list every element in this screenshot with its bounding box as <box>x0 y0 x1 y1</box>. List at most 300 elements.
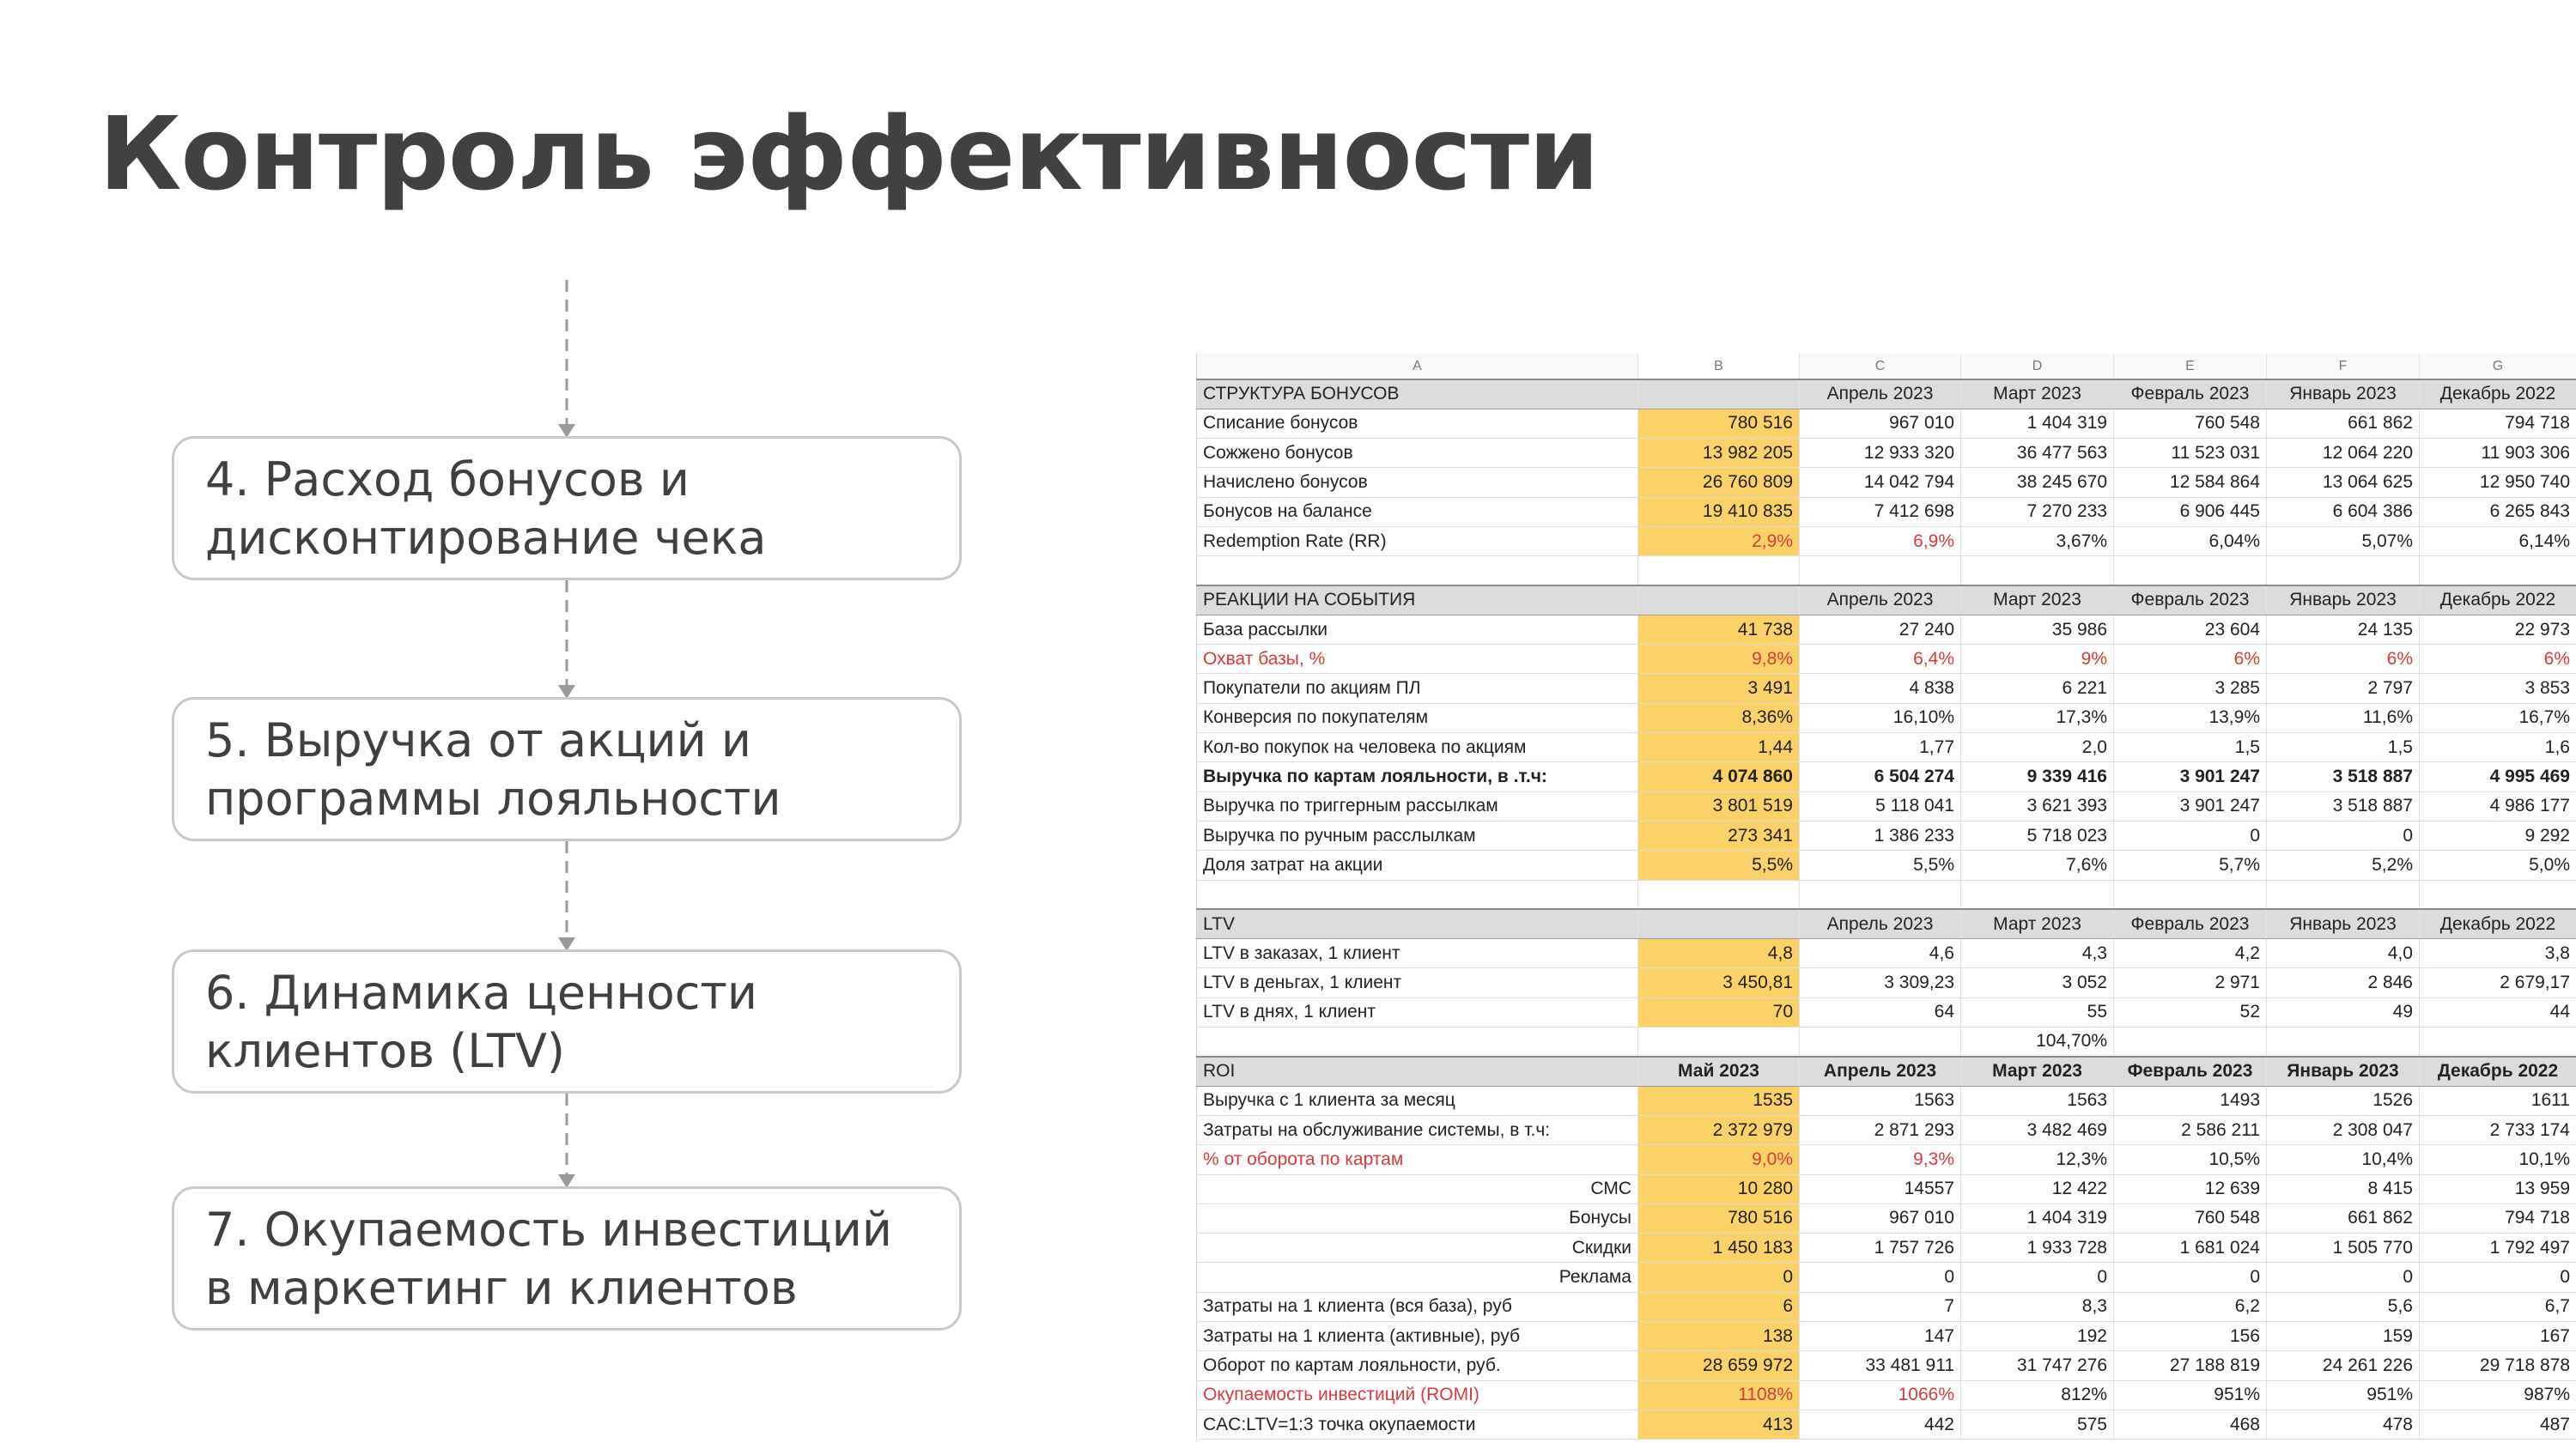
value-cell: 1 404 319 <box>1961 409 2114 438</box>
value-cell: 5,2% <box>2267 851 2420 880</box>
value-cell <box>1638 909 1800 938</box>
value-cell <box>1961 556 2114 585</box>
table-row <box>1197 1145 2576 1174</box>
row-label-cell: Доля затрат на акции <box>1197 851 1638 880</box>
row-label-cell: РЕАКЦИИ НА СОБЫТИЯ <box>1197 585 1638 615</box>
value-cell: 19 410 835 <box>1638 497 1800 526</box>
row-label-cell: Выручка с 1 клиента за месяц <box>1197 1086 1638 1115</box>
value-cell: 0 <box>2420 1263 2576 1292</box>
value-cell: 17,3% <box>1961 703 2114 732</box>
value-cell <box>1961 880 2114 909</box>
value-cell: 11 523 031 <box>2114 439 2267 468</box>
row-label-cell: Затраты на 1 клиента (вся база), руб <box>1197 1292 1638 1321</box>
value-cell <box>2420 880 2576 909</box>
value-cell: 5,07% <box>2267 526 2420 555</box>
row-label-cell <box>1197 556 1638 585</box>
step-card-promo-revenue: 5. Выручка от акций и программы лояльности <box>172 697 962 841</box>
row-label-cell: Бонусов на балансе <box>1197 497 1638 526</box>
value-cell <box>1638 556 1800 585</box>
value-cell: 4,0 <box>2267 939 2420 968</box>
value-cell: 22 973 <box>2420 615 2576 644</box>
value-cell: 12 950 740 <box>2420 468 2576 497</box>
value-cell: 4,3 <box>1961 939 2114 968</box>
value-cell <box>2114 1028 2267 1057</box>
spacer-row <box>1197 1028 2576 1057</box>
spacer-row <box>1197 556 2576 585</box>
value-cell: 13 959 <box>2420 1174 2576 1203</box>
row-label-cell: Кол-во покупок на человека по акциям <box>1197 733 1638 762</box>
value-cell: 0 <box>1800 1263 1961 1292</box>
value-cell: 5,5% <box>1638 851 1800 880</box>
table-row <box>1197 1203 2576 1233</box>
row-label-cell: Конверсия по покупателям <box>1197 703 1638 732</box>
value-cell: 1 404 319 <box>1961 1203 2114 1233</box>
value-cell: 3 482 469 <box>1961 1115 2114 1144</box>
value-cell: 2 308 047 <box>2267 1115 2420 1144</box>
row-label-cell: СМС <box>1197 1174 1638 1203</box>
value-cell: Май 2023 <box>1638 1057 1800 1086</box>
value-cell: 10,5% <box>2114 1145 2267 1174</box>
value-cell: 575 <box>1961 1410 2114 1439</box>
value-cell: 3 801 519 <box>1638 791 1800 821</box>
column-letter: F <box>2267 354 2420 379</box>
value-cell: 273 341 <box>1638 821 1800 850</box>
table-row <box>1197 497 2576 526</box>
table-row <box>1197 1410 2576 1439</box>
value-cell: Апрель 2023 <box>1800 379 1961 409</box>
value-cell: 9,8% <box>1638 645 1800 674</box>
value-cell: 6 221 <box>1961 674 2114 703</box>
section-header-row <box>1197 909 2576 938</box>
value-cell: 2,9% <box>1638 526 1800 555</box>
value-cell: 26 760 809 <box>1638 468 1800 497</box>
table-row <box>1197 1351 2576 1380</box>
value-cell: 11 903 306 <box>2420 439 2576 468</box>
value-cell: 2 797 <box>2267 674 2420 703</box>
value-cell: 16,10% <box>1800 703 1961 732</box>
value-cell <box>2114 880 2267 909</box>
table-row <box>1197 703 2576 732</box>
value-cell: 31 747 276 <box>1961 1351 2114 1380</box>
value-cell: Февраль 2023 <box>2114 909 2267 938</box>
value-cell: 4,8 <box>1638 939 1800 968</box>
row-label-cell: Redemption Rate (RR) <box>1197 526 1638 555</box>
value-cell: 4 074 860 <box>1638 762 1800 791</box>
value-cell: 41 738 <box>1638 615 1800 644</box>
value-cell: 6,7 <box>2420 1292 2576 1321</box>
value-cell: Апрель 2023 <box>1800 909 1961 938</box>
value-cell: 9 339 416 <box>1961 762 2114 791</box>
row-label-cell: Покупатели по акциям ПЛ <box>1197 674 1638 703</box>
value-cell: 2 871 293 <box>1800 1115 1961 1144</box>
value-cell: Декабрь 2022 <box>2420 909 2576 938</box>
value-cell: 6 906 445 <box>2114 497 2267 526</box>
table-row <box>1197 1322 2576 1351</box>
table-row <box>1197 1086 2576 1115</box>
value-cell: 1 505 770 <box>2267 1234 2420 1263</box>
value-cell: Январь 2023 <box>2267 1057 2420 1086</box>
value-cell: 3 901 247 <box>2114 762 2267 791</box>
value-cell: 951% <box>2114 1380 2267 1410</box>
table-row <box>1197 674 2576 703</box>
value-cell: 156 <box>2114 1322 2267 1351</box>
spreadsheet-screenshot <box>1196 354 2576 1449</box>
row-label-cell: Начислено бонусов <box>1197 468 1638 497</box>
value-cell <box>2267 880 2420 909</box>
value-cell: Декабрь 2022 <box>2420 379 2576 409</box>
value-cell: 4,2 <box>2114 939 2267 968</box>
value-cell: 4 995 469 <box>2420 762 2576 791</box>
value-cell: 6% <box>2267 645 2420 674</box>
value-cell: 3 491 <box>1638 674 1800 703</box>
table-row <box>1197 1380 2576 1410</box>
value-cell: 3 901 247 <box>2114 791 2267 821</box>
value-cell <box>2420 556 2576 585</box>
step-card-roi: 7. Окупаемость инвестиций в маркетинг и клиентов <box>172 1186 962 1331</box>
value-cell <box>2267 556 2420 585</box>
row-label-cell: База рассылки <box>1197 615 1638 644</box>
row-label-cell: CAC:LTV=1:3 точка окупаемости <box>1197 1410 1638 1439</box>
value-cell: 6% <box>2420 645 2576 674</box>
value-cell: 794 718 <box>2420 409 2576 438</box>
value-cell: 7,6% <box>1961 851 2114 880</box>
column-letter: G <box>2420 354 2576 379</box>
value-cell: 9,3% <box>1800 1145 1961 1174</box>
value-cell <box>2420 1028 2576 1057</box>
value-cell: 2 971 <box>2114 968 2267 997</box>
value-cell: 1 757 726 <box>1800 1234 1961 1263</box>
value-cell: 16,7% <box>2420 703 2576 732</box>
value-cell: 55 <box>1961 997 2114 1027</box>
value-cell: 951% <box>2267 1380 2420 1410</box>
value-cell: 987% <box>2420 1380 2576 1410</box>
value-cell: 413 <box>1638 1410 1800 1439</box>
row-label-cell: Сожжено бонусов <box>1197 439 1638 468</box>
value-cell: 13 982 205 <box>1638 439 1800 468</box>
value-cell: 6,04% <box>2114 526 2267 555</box>
value-cell: 3,67% <box>1961 526 2114 555</box>
value-cell: 6 265 843 <box>2420 497 2576 526</box>
value-cell <box>1638 585 1800 615</box>
value-cell: Апрель 2023 <box>1800 1057 1961 1086</box>
row-label-cell: LTV <box>1197 909 1638 938</box>
value-cell: 5 118 041 <box>1800 791 1961 821</box>
value-cell: 2 733 174 <box>2420 1115 2576 1144</box>
value-cell: 6 504 274 <box>1800 762 1961 791</box>
value-cell: 2 846 <box>2267 968 2420 997</box>
value-cell: 14557 <box>1800 1174 1961 1203</box>
value-cell: 6% <box>2114 645 2267 674</box>
value-cell: 6,9% <box>1800 526 1961 555</box>
step-card-bonus-spend: 4. Расход бонусов и дисконтирование чека <box>172 436 962 580</box>
value-cell: 4 986 177 <box>2420 791 2576 821</box>
value-cell: 0 <box>2267 1263 2420 1292</box>
value-cell: Январь 2023 <box>2267 909 2420 938</box>
value-cell: 27 188 819 <box>2114 1351 2267 1380</box>
table-row <box>1197 968 2576 997</box>
table-row <box>1197 439 2576 468</box>
value-cell: 35 986 <box>1961 615 2114 644</box>
column-header-row <box>1197 354 2576 379</box>
row-label-cell: % от оборота по картам <box>1197 1145 1638 1174</box>
value-cell: 1,44 <box>1638 733 1800 762</box>
value-cell: 6,2 <box>2114 1292 2267 1321</box>
value-cell: 28 659 972 <box>1638 1351 1800 1380</box>
table-row <box>1197 821 2576 850</box>
value-cell: 0 <box>1961 1263 2114 1292</box>
value-cell: 3,8 <box>2420 939 2576 968</box>
value-cell: 3 052 <box>1961 968 2114 997</box>
value-cell: 138 <box>1638 1322 1800 1351</box>
value-cell: 8 415 <box>2267 1174 2420 1203</box>
table-row <box>1197 468 2576 497</box>
value-cell: 3 450,81 <box>1638 968 1800 997</box>
value-cell: 12,3% <box>1961 1145 2114 1174</box>
value-cell: 0 <box>2114 1263 2267 1292</box>
column-letter: B <box>1638 354 1800 379</box>
value-cell: 10 280 <box>1638 1174 1800 1203</box>
value-cell: 1526 <box>2267 1086 2420 1115</box>
value-cell: 10,1% <box>2420 1145 2576 1174</box>
value-cell: 1493 <box>2114 1086 2267 1115</box>
value-cell: 52 <box>2114 997 2267 1027</box>
value-cell: 12 064 220 <box>2267 439 2420 468</box>
value-cell: 1 681 024 <box>2114 1234 2267 1263</box>
value-cell <box>1638 379 1800 409</box>
value-cell: 1,5 <box>2114 733 2267 762</box>
value-cell: 468 <box>2114 1410 2267 1439</box>
value-cell: 760 548 <box>2114 409 2267 438</box>
steps-flow <box>0 0 1030 1449</box>
value-cell: 3 518 887 <box>2267 791 2420 821</box>
value-cell: 1563 <box>1961 1086 2114 1115</box>
value-cell: 64 <box>1800 997 1961 1027</box>
section-header-row <box>1197 585 2576 615</box>
value-cell: 33 481 911 <box>1800 1351 1961 1380</box>
value-cell: 1 933 728 <box>1961 1234 2114 1263</box>
value-cell: 5,7% <box>2114 851 2267 880</box>
row-label-cell: Списание бонусов <box>1197 409 1638 438</box>
value-cell: 780 516 <box>1638 1203 1800 1233</box>
value-cell <box>2267 1028 2420 1057</box>
value-cell: 442 <box>1800 1410 1961 1439</box>
value-cell: 12 584 864 <box>2114 468 2267 497</box>
value-cell: 147 <box>1800 1322 1961 1351</box>
value-cell: Декабрь 2022 <box>2420 585 2576 615</box>
value-cell: 9 292 <box>2420 821 2576 850</box>
value-cell: 5 718 023 <box>1961 821 2114 850</box>
row-label-cell: LTV в деньгах, 1 клиент <box>1197 968 1638 997</box>
table-row <box>1197 791 2576 821</box>
table-row <box>1197 733 2576 762</box>
row-label-cell <box>1197 1028 1638 1057</box>
row-label-cell: Выручка по картам лояльности, в .т.ч: <box>1197 762 1638 791</box>
value-cell: 10,4% <box>2267 1145 2420 1174</box>
table-row <box>1197 645 2576 674</box>
value-cell: 2 372 979 <box>1638 1115 1800 1144</box>
value-cell: 3 853 <box>2420 674 2576 703</box>
column-letter: C <box>1800 354 1961 379</box>
value-cell: 6,4% <box>1800 645 1961 674</box>
value-cell: 12 639 <box>2114 1174 2267 1203</box>
value-cell: Апрель 2023 <box>1800 585 1961 615</box>
row-label-cell: Реклама <box>1197 1263 1638 1292</box>
row-label-cell: LTV в днях, 1 клиент <box>1197 997 1638 1027</box>
row-label-cell <box>1197 880 1638 909</box>
section-header-row <box>1197 379 2576 409</box>
value-cell: 7 270 233 <box>1961 497 2114 526</box>
table-row <box>1197 1263 2576 1292</box>
value-cell: 4 838 <box>1800 674 1961 703</box>
value-cell: 5,5% <box>1800 851 1961 880</box>
value-cell: 1066% <box>1800 1380 1961 1410</box>
value-cell: 3 285 <box>2114 674 2267 703</box>
value-cell: Февраль 2023 <box>2114 585 2267 615</box>
value-cell: 3 309,23 <box>1800 968 1961 997</box>
value-cell: 13 064 625 <box>2267 468 2420 497</box>
value-cell: 24 135 <box>2267 615 2420 644</box>
row-label-cell: Затраты на обслуживание системы, в т.ч: <box>1197 1115 1638 1144</box>
value-cell: 70 <box>1638 997 1800 1027</box>
value-cell: 3 518 887 <box>2267 762 2420 791</box>
row-label-cell: Окупаемость инвестиций (ROMI) <box>1197 1380 1638 1410</box>
value-cell: 159 <box>2267 1322 2420 1351</box>
value-cell: 487 <box>2420 1410 2576 1439</box>
value-cell: 14 042 794 <box>1800 468 1961 497</box>
value-cell: 967 010 <box>1800 1203 1961 1233</box>
table-row <box>1197 1234 2576 1263</box>
value-cell: 0 <box>2267 821 2420 850</box>
value-cell: Февраль 2023 <box>2114 1057 2267 1086</box>
table-row <box>1197 526 2576 555</box>
value-cell: 38 245 670 <box>1961 468 2114 497</box>
value-cell: 27 240 <box>1800 615 1961 644</box>
table-row <box>1197 762 2576 791</box>
value-cell: 13,9% <box>2114 703 2267 732</box>
value-cell: Декабрь 2022 <box>2420 1057 2576 1086</box>
row-label-cell: LTV в заказах, 1 клиент <box>1197 939 1638 968</box>
table-row <box>1197 939 2576 968</box>
value-cell: 8,36% <box>1638 703 1800 732</box>
spacer-row <box>1197 880 2576 909</box>
value-cell: Март 2023 <box>1961 1057 2114 1086</box>
table-row <box>1197 409 2576 438</box>
value-cell: 6,14% <box>2420 526 2576 555</box>
metrics-table <box>1196 354 2576 1440</box>
value-cell: 44 <box>2420 997 2576 1027</box>
value-cell: 1 792 497 <box>2420 1234 2576 1263</box>
column-letter: A <box>1197 354 1638 379</box>
step-card-ltv: 6. Динамика ценности клиентов (LTV) <box>172 949 962 1094</box>
value-cell: 7 <box>1800 1292 1961 1321</box>
table-row <box>1197 1292 2576 1321</box>
value-cell: 11,6% <box>2267 703 2420 732</box>
value-cell <box>1800 1028 1961 1057</box>
value-cell: 1,6 <box>2420 733 2576 762</box>
value-cell: 4,6 <box>1800 939 1961 968</box>
value-cell: 1 386 233 <box>1800 821 1961 850</box>
value-cell: 5,0% <box>2420 851 2576 880</box>
value-cell: 1,5 <box>2267 733 2420 762</box>
value-cell <box>1638 1028 1800 1057</box>
value-cell: 5,6 <box>2267 1292 2420 1321</box>
row-label-cell: ROI <box>1197 1057 1638 1086</box>
row-label-cell: Выручка по ручным расслылкам <box>1197 821 1638 850</box>
value-cell: Март 2023 <box>1961 909 2114 938</box>
value-cell: 12 422 <box>1961 1174 2114 1203</box>
value-cell: 1,77 <box>1800 733 1961 762</box>
value-cell: 3 621 393 <box>1961 791 2114 821</box>
value-cell: 661 862 <box>2267 409 2420 438</box>
value-cell <box>2114 556 2267 585</box>
value-cell: 6 <box>1638 1292 1800 1321</box>
row-label-cell: Охват базы, % <box>1197 645 1638 674</box>
value-cell: 23 604 <box>2114 615 2267 644</box>
row-label-cell: СТРУКТУРА БОНУСОВ <box>1197 379 1638 409</box>
value-cell: 104,70% <box>1961 1028 2114 1057</box>
value-cell: 1535 <box>1638 1086 1800 1115</box>
value-cell: 36 477 563 <box>1961 439 2114 468</box>
value-cell: 6 604 386 <box>2267 497 2420 526</box>
value-cell: 167 <box>2420 1322 2576 1351</box>
value-cell: 12 933 320 <box>1800 439 1961 468</box>
value-cell: 661 862 <box>2267 1203 2420 1233</box>
value-cell: 24 261 226 <box>2267 1351 2420 1380</box>
row-label-cell: Бонусы <box>1197 1203 1638 1233</box>
row-label-cell: Оборот по картам лояльности, руб. <box>1197 1351 1638 1380</box>
table-row <box>1197 1174 2576 1203</box>
value-cell: Март 2023 <box>1961 379 2114 409</box>
value-cell: 29 718 878 <box>2420 1351 2576 1380</box>
value-cell: 1563 <box>1800 1086 1961 1115</box>
value-cell: 478 <box>2267 1410 2420 1439</box>
value-cell: 0 <box>1638 1263 1800 1292</box>
value-cell: 1611 <box>2420 1086 2576 1115</box>
column-letter: E <box>2114 354 2267 379</box>
value-cell: 780 516 <box>1638 409 1800 438</box>
value-cell: Март 2023 <box>1961 585 2114 615</box>
row-label-cell: Затраты на 1 клиента (активные), руб <box>1197 1322 1638 1351</box>
column-letter: D <box>1961 354 2114 379</box>
value-cell: 812% <box>1961 1380 2114 1410</box>
value-cell: Январь 2023 <box>2267 379 2420 409</box>
section-header-row <box>1197 1057 2576 1086</box>
table-row <box>1197 997 2576 1027</box>
value-cell <box>1800 880 1961 909</box>
table-row <box>1197 615 2576 644</box>
value-cell: 967 010 <box>1800 409 1961 438</box>
value-cell: 7 412 698 <box>1800 497 1961 526</box>
value-cell: 2,0 <box>1961 733 2114 762</box>
value-cell: 794 718 <box>2420 1203 2576 1233</box>
value-cell: 192 <box>1961 1322 2114 1351</box>
value-cell: 8,3 <box>1961 1292 2114 1321</box>
value-cell: Февраль 2023 <box>2114 379 2267 409</box>
value-cell: 2 679,17 <box>2420 968 2576 997</box>
row-label-cell: Выручка по триггерным рассылкам <box>1197 791 1638 821</box>
value-cell: Январь 2023 <box>2267 585 2420 615</box>
value-cell: 0 <box>2114 821 2267 850</box>
value-cell: 49 <box>2267 997 2420 1027</box>
table-row <box>1197 851 2576 880</box>
value-cell: 9,0% <box>1638 1145 1800 1174</box>
value-cell: 2 586 211 <box>2114 1115 2267 1144</box>
value-cell: 760 548 <box>2114 1203 2267 1233</box>
value-cell <box>1638 880 1800 909</box>
value-cell: 1 450 183 <box>1638 1234 1800 1263</box>
value-cell: 1108% <box>1638 1380 1800 1410</box>
value-cell <box>1800 556 1961 585</box>
